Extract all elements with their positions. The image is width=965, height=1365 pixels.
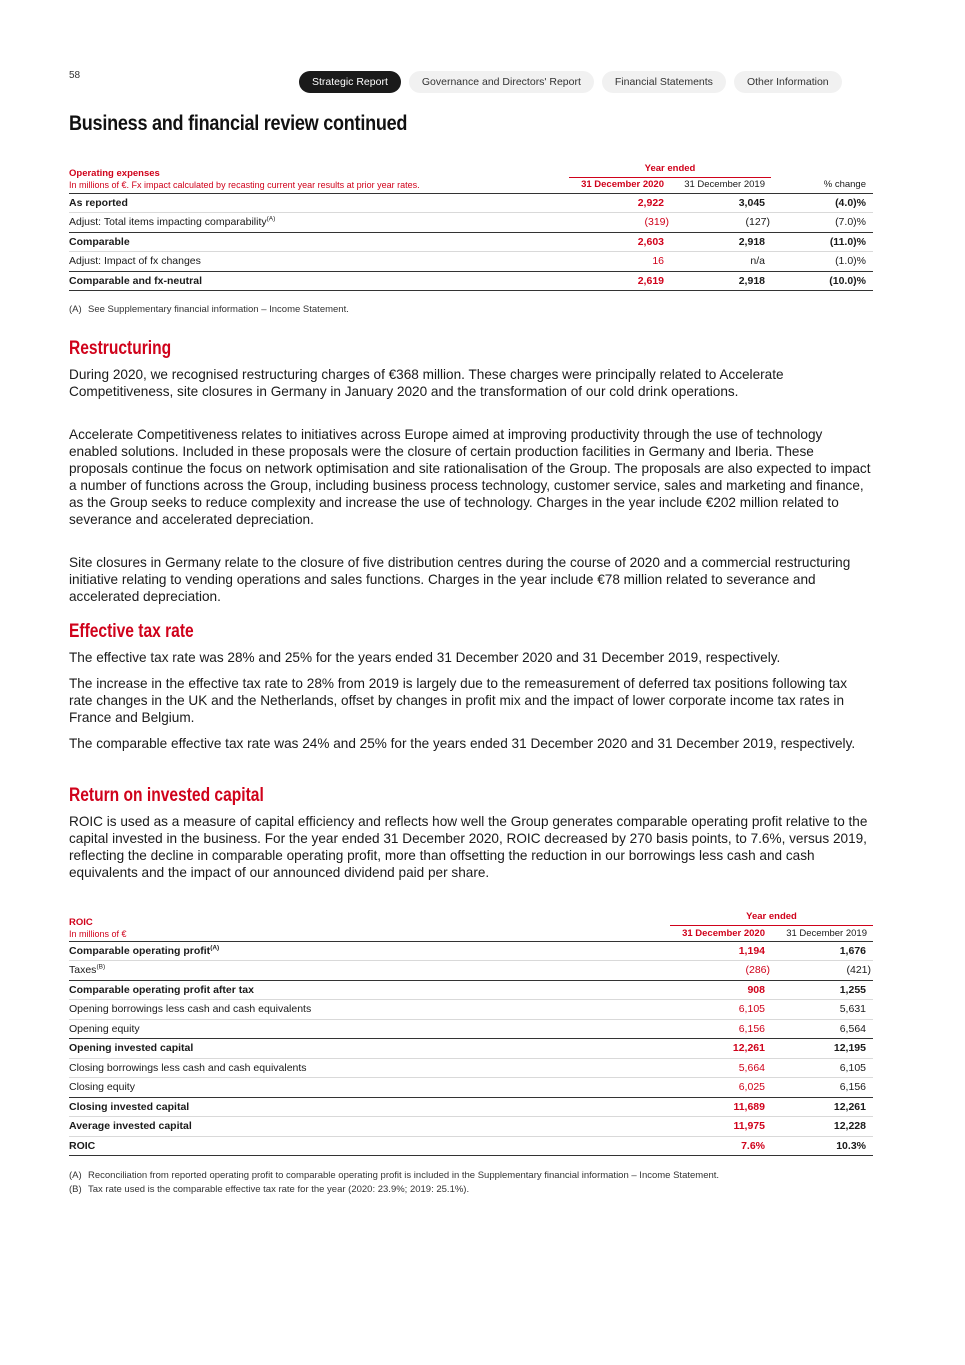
value-2019: 5,631 (839, 1003, 866, 1015)
value-2019: 6,105 (839, 1062, 866, 1074)
row-label: Comparable operating profit after tax (69, 984, 254, 996)
year-ended-label: Year ended (644, 163, 696, 174)
page-number: 58 (69, 70, 81, 81)
value-change: (7.0)% (835, 216, 866, 228)
table-row (69, 1077, 873, 1097)
table-subcaption: In millions of € (69, 929, 127, 939)
table-row (69, 999, 873, 1019)
year-ended-label: Year ended (746, 911, 797, 922)
col-2019: 31 December 2019 (786, 928, 867, 939)
section-nav (299, 71, 842, 93)
value-2020: (319) (644, 216, 669, 228)
value-2019: 2,918 (738, 236, 765, 248)
value-change: (1.0)% (835, 255, 866, 267)
row-label: Closing invested capital (69, 1101, 190, 1113)
value-2020: 11,975 (733, 1120, 765, 1132)
value-change: (4.0)% (835, 197, 866, 209)
footnote-text: Reconciliation from reported operating profit to comparable operating profit is included in the Supplementary financial information – Income Statement. (88, 1170, 720, 1181)
row-label: Opening invested capital (69, 1042, 194, 1054)
col-2020: 31 December 2020 (581, 179, 664, 190)
footnote-key: (B) (69, 1184, 82, 1195)
row-label: Average invested capital (69, 1120, 192, 1132)
roic-heading: Return on invested capital (69, 785, 264, 806)
footnote-key: (A) (69, 1170, 82, 1181)
footnote-b (69, 1183, 849, 1196)
value-change: (11.0)% (829, 236, 866, 248)
value-2019: (421) (846, 964, 871, 976)
row-label: Adjust: Total items impacting comparability$^{(A)}$ (69, 215, 276, 228)
table-row (69, 212, 873, 232)
value-2020: (286) (745, 964, 770, 976)
tax-heading: Effective tax rate (69, 621, 194, 642)
table-row (69, 1019, 873, 1039)
table-row (69, 960, 873, 980)
value-2020: 11,689 (733, 1101, 765, 1113)
table-row (69, 1058, 873, 1078)
row-label: Opening equity (69, 1023, 140, 1035)
table-bottom-rule (69, 290, 873, 291)
value-2020: 6,156 (738, 1023, 765, 1035)
row-label: As reported (69, 197, 128, 209)
row-label: Closing borrowings less cash and cash equivalents (69, 1062, 307, 1074)
value-2019: (127) (745, 216, 770, 228)
restructuring-paragraph-2: Accelerate Competitiveness relates to initiatives across Europe aimed at improving productivity through the use of technology enabled solutions. Included in these proposals were the closure of certain production facilities in Germany and Iberia. These proposals continue the focus on network optimisation and site rationalisation of the Group. The proposals are also expected to impact a number of functions across the Group, including business process technology, customer service, sales and marketing and finance, as the Group seeks to reduce complexity and increase the use of technology. Charges in the year include €202 million related to severance and accelerated depreciation. (69, 427, 871, 527)
nav-tab-governance[interactable]: Governance and Directors' Report (409, 71, 594, 93)
table-row (69, 271, 873, 291)
col-change: % change (823, 179, 866, 190)
footnote-a (69, 1169, 849, 1182)
value-2020: 16 (652, 255, 664, 267)
value-2020: 12,261 (732, 1042, 765, 1054)
restructuring-heading: Restructuring (69, 338, 172, 359)
table-row (69, 232, 873, 252)
value-2019: 6,564 (839, 1023, 866, 1035)
table-row (69, 1136, 873, 1156)
page-title: Business and financial review continued (69, 112, 408, 135)
restructuring-paragraph-3: Site closures in Germany relate to the closure of five distribution centres during the course of 2020 and a commercial restructuring initiative relating to vending operations and sales functions. Charges in the year include €78 million related to severance and accelerated depreciation. (69, 555, 851, 604)
row-label: Comparable and fx-neutral (69, 275, 203, 287)
tax-paragraph-2: The increase in the effective tax rate to 28% from 2019 is largely due to the remeasurement of deferred tax positions following tax rate changes in the UK and the Netherlands, offset by changes in profit mix and the impact of lower corporate income tax rates in France and Belgium. (69, 676, 848, 725)
table-row (69, 251, 873, 271)
value-2020: 2,922 (637, 197, 664, 209)
table-row (69, 1097, 873, 1117)
table-row (69, 980, 873, 1000)
table-row (69, 1116, 873, 1136)
value-2019: 3,045 (738, 197, 765, 209)
value-change: (10.0)% (829, 275, 866, 287)
table-row (69, 1038, 873, 1058)
value-2019: 12,261 (833, 1101, 866, 1113)
opex-footnote (69, 303, 849, 316)
nav-tab-strategic-report[interactable]: Strategic Report (299, 71, 401, 93)
footnote-text: Tax rate used is the comparable effective tax rate for the year (2020: 23.9%; 2019: 25.1%). (88, 1184, 470, 1195)
row-label: Taxes$^{(B)}$ (69, 963, 106, 976)
value-2019: 6,156 (839, 1081, 866, 1093)
value-2019: 10.3% (836, 1140, 866, 1152)
value-2019: 2,918 (738, 275, 765, 287)
year-ended-rule (670, 925, 873, 926)
row-label: Adjust: Impact of fx changes (69, 255, 201, 267)
value-2020: 7.6% (741, 1140, 765, 1152)
row-label: Comparable (69, 236, 130, 248)
row-label: Comparable operating profit$^{(A)}$ (69, 944, 220, 957)
row-label: ROIC (69, 1140, 96, 1152)
col-2020: 31 December 2020 (682, 928, 765, 939)
table-row (69, 193, 873, 213)
col-2019: 31 December 2019 (684, 179, 765, 190)
year-ended-rule (569, 177, 771, 178)
tax-paragraph-3: The comparable effective tax rate was 24% and 25% for the years ended 31 December 2020 and 31 December 2019, respectively. (69, 736, 856, 751)
footnote-text: See Supplementary financial information – Income Statement. (88, 304, 349, 315)
value-2020: 1,194 (738, 945, 765, 957)
value-2019: 1,255 (839, 984, 866, 996)
value-2019: n/a (750, 255, 765, 267)
value-2020: 5,664 (738, 1062, 765, 1074)
nav-tab-other-information[interactable]: Other Information (734, 71, 842, 93)
value-2020: 908 (747, 984, 765, 996)
table-row (69, 941, 873, 961)
table-bottom-rule (69, 1155, 873, 1156)
row-label: Opening borrowings less cash and cash equivalents (69, 1003, 312, 1015)
value-2019: 12,228 (833, 1120, 866, 1132)
value-2020: 2,619 (637, 275, 664, 287)
tax-paragraph-1: The effective tax rate was 28% and 25% for the years ended 31 December 2020 and 31 December 2019, respectively. (69, 650, 781, 665)
value-2020: 2,603 (637, 236, 664, 248)
footnote-key: (A) (69, 304, 82, 315)
value-2020: 6,105 (738, 1003, 765, 1015)
row-label: Closing equity (69, 1081, 135, 1093)
value-2019: 1,676 (839, 945, 866, 957)
restructuring-paragraph-1: During 2020, we recognised restructuring charges of €368 million. These charges were principally related to Accelerate Competitiveness, site closures in Germany in January 2020 and the transformation of our cold drink operations. (69, 367, 784, 399)
value-2019: 12,195 (833, 1042, 866, 1054)
table-caption: Operating expenses (69, 168, 160, 179)
roic-footnotes (69, 1169, 849, 1196)
value-2020: 6,025 (738, 1081, 765, 1093)
nav-tab-financial-statements[interactable]: Financial Statements (602, 71, 726, 93)
table-subcaption: In millions of €. Fx impact calculated by recasting current year results at prior year rates. (69, 180, 420, 190)
roic-paragraph: ROIC is used as a measure of capital efficiency and reflects how well the Group generates comparable operating profit relative to the capital invested in the business. For the year ended 31 December 2020, ROIC decreased by 270 basis points, to 7.6%, versus 2019, reflecting the decline in comparable operating profit, more than offsetting the reduction in our borrowings less cash and cash equivalents and the impact of our announced dividend paid per share. (69, 814, 868, 880)
table-caption: ROIC (69, 917, 93, 928)
